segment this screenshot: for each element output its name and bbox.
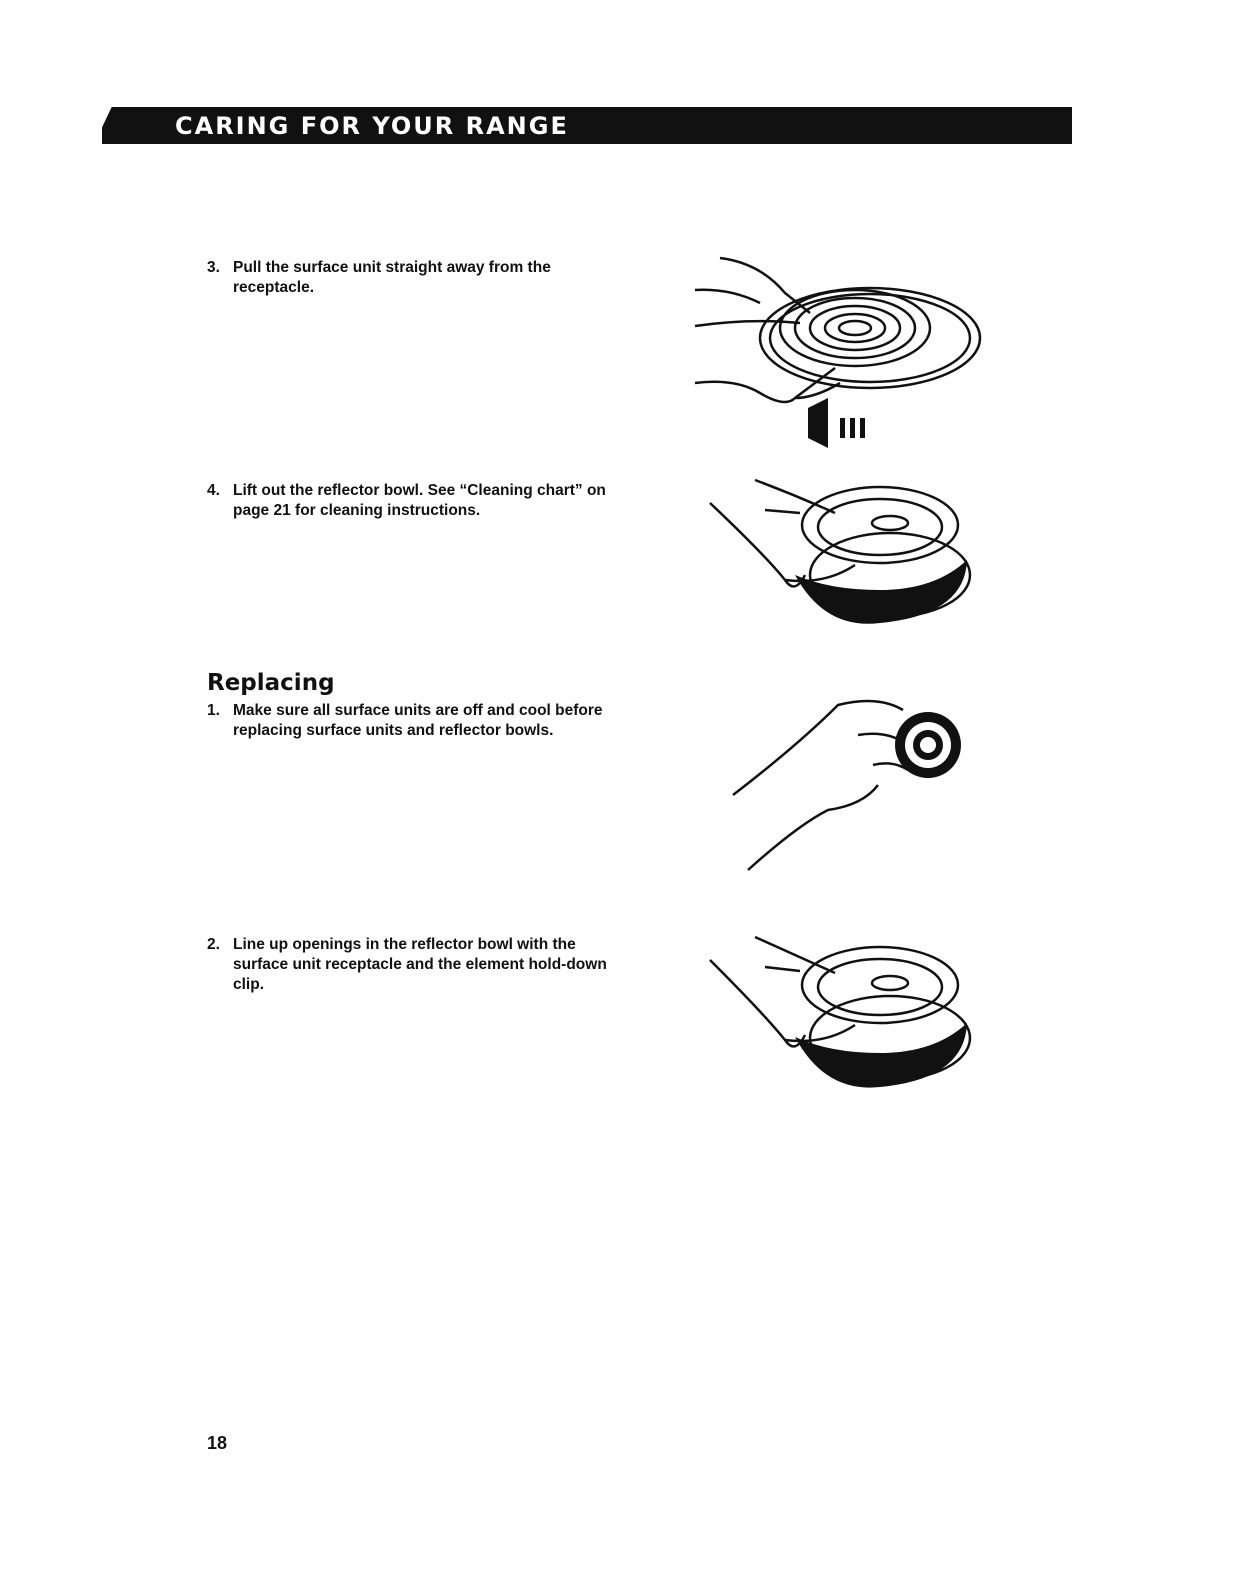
step-number: 4. — [207, 482, 220, 499]
section-title: CARING FOR YOUR RANGE — [175, 112, 569, 140]
step-number: 1. — [207, 702, 220, 719]
align-reflector-bowl-illustration — [705, 925, 980, 1095]
step-text: Lift out the reflector bowl. See “Cleaning chart” on page 21 for cleaning instructions. — [233, 482, 606, 519]
step-text: Pull the surface unit straight away from the receptacle. — [233, 259, 551, 296]
replacing-heading: Replacing — [207, 670, 335, 696]
step-4 — [207, 481, 617, 521]
step-number: 2. — [207, 936, 220, 953]
step-text: Line up openings in the reflector bowl with the surface unit receptacle and the element hold-down clip. — [233, 936, 607, 993]
replacing-step-2 — [207, 935, 617, 995]
step-text: Make sure all surface units are off and cool before replacing surface units and reflector bowls. — [233, 702, 603, 739]
page-number: 18 — [207, 1433, 228, 1453]
lift-reflector-bowl-illustration — [705, 465, 980, 630]
pull-surface-unit-illustration — [690, 248, 990, 468]
surface-unit-knob-illustration — [728, 690, 968, 875]
replacing-step-1 — [207, 701, 617, 741]
step-number: 3. — [207, 259, 220, 276]
step-3 — [207, 258, 617, 298]
